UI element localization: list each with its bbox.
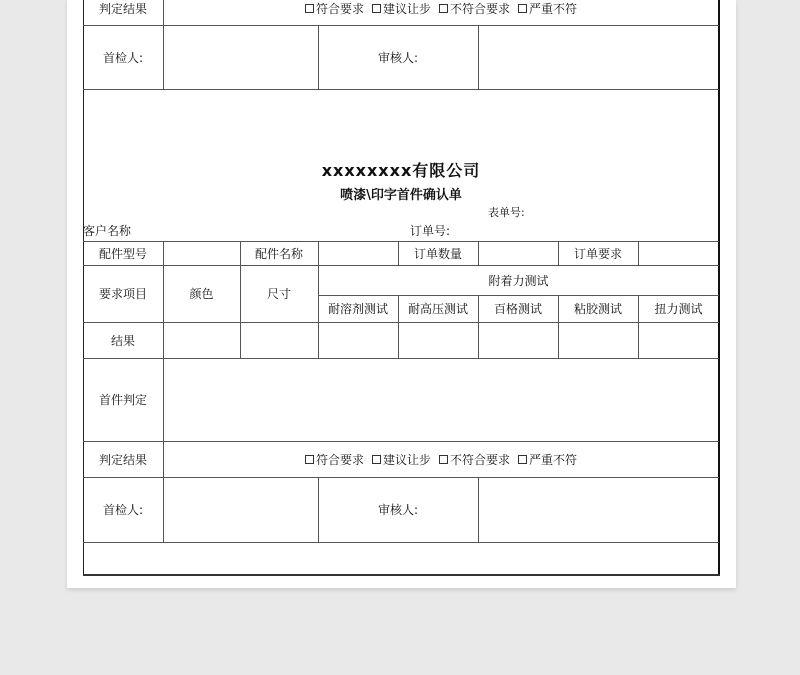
option-severe[interactable]: 严重不符: [518, 0, 577, 17]
result-label: 结果: [110, 333, 135, 348]
divider: [83, 89, 719, 90]
option-severe[interactable]: 严重不符: [518, 451, 577, 468]
checkbox-icon[interactable]: [518, 4, 527, 13]
test-high-pressure: 耐高压测试: [407, 302, 468, 316]
first-piece-field[interactable]: [163, 358, 719, 441]
company-name: xxxxxxxx有限公司: [321, 161, 481, 180]
option-conform[interactable]: 符合要求: [305, 451, 364, 468]
requirements-label: 要求项目: [98, 287, 147, 301]
result-color-field[interactable]: [163, 322, 240, 358]
order-qty-label: 订单数量: [413, 246, 462, 261]
checkbox-icon[interactable]: [439, 4, 448, 13]
form-title: 喷漆\印字首件确认单: [340, 188, 462, 203]
adhesion-test-group: 附着力测试: [488, 273, 549, 288]
checkbox-icon[interactable]: [305, 4, 314, 13]
result-solvent-field[interactable]: [318, 322, 398, 358]
test-cross-hatch: 百格测试: [493, 302, 542, 316]
top-inspector-field[interactable]: [163, 25, 318, 89]
order-req-field[interactable]: [638, 241, 719, 265]
part-model-label: 配件型号: [98, 246, 147, 261]
color-label: 颜色: [189, 287, 214, 301]
form-sheet: [83, 0, 719, 575]
checkbox-icon[interactable]: [439, 455, 448, 464]
result-tape-field[interactable]: [558, 322, 638, 358]
top-reviewer-field[interactable]: [478, 25, 719, 89]
order-req-label: 订单要求: [573, 246, 622, 261]
checkbox-icon[interactable]: [518, 455, 527, 464]
checkbox-icon[interactable]: [305, 455, 314, 464]
blank-footer-row: [83, 542, 719, 574]
part-name-label: 配件名称: [254, 246, 303, 261]
table-border-bottom: [83, 574, 720, 576]
inspector-label: 首检人:: [102, 503, 144, 517]
option-concession[interactable]: 建议让步: [372, 451, 431, 468]
order-qty-field[interactable]: [478, 241, 558, 265]
document-page: [67, 0, 736, 588]
form-no-value[interactable]: [487, 204, 567, 220]
judgement-options: [163, 441, 719, 477]
option-concession[interactable]: 建议让步: [372, 0, 431, 17]
top-judgement-options: [163, 0, 719, 21]
size-label: 尺寸: [266, 287, 291, 301]
option-conform[interactable]: 符合要求: [305, 0, 364, 17]
option-nonconform[interactable]: 不符合要求: [439, 0, 510, 17]
test-torque: 扭力测试: [654, 302, 703, 316]
part-name-field[interactable]: [318, 241, 398, 265]
result-size-field[interactable]: [240, 322, 318, 358]
part-model-field[interactable]: [163, 241, 240, 265]
inspector-field[interactable]: [163, 477, 318, 542]
order-no-label: 订单号:: [410, 223, 451, 238]
form-no-label: 表单号:: [488, 206, 525, 219]
checkbox-icon[interactable]: [372, 455, 381, 464]
test-tape: 粘胶测试: [573, 302, 622, 316]
test-solvent: 耐溶剂测试: [327, 302, 388, 316]
checkbox-icon[interactable]: [372, 4, 381, 13]
result-torque-field[interactable]: [638, 322, 719, 358]
first-piece-label: 首件判定: [98, 393, 147, 407]
judgement-label: 判定结果: [98, 452, 147, 467]
top-inspector-label: 首检人:: [102, 50, 144, 65]
reviewer-field[interactable]: [478, 477, 719, 542]
top-reviewer-label: 审核人:: [377, 50, 419, 65]
top-judgement-label: 判定结果: [98, 2, 147, 16]
reviewer-label: 审核人:: [377, 503, 419, 517]
option-nonconform[interactable]: 不符合要求: [439, 451, 510, 468]
result-cross-hatch-field[interactable]: [478, 322, 558, 358]
customer-label: 客户名称: [83, 223, 132, 238]
result-high-pressure-field[interactable]: [398, 322, 478, 358]
